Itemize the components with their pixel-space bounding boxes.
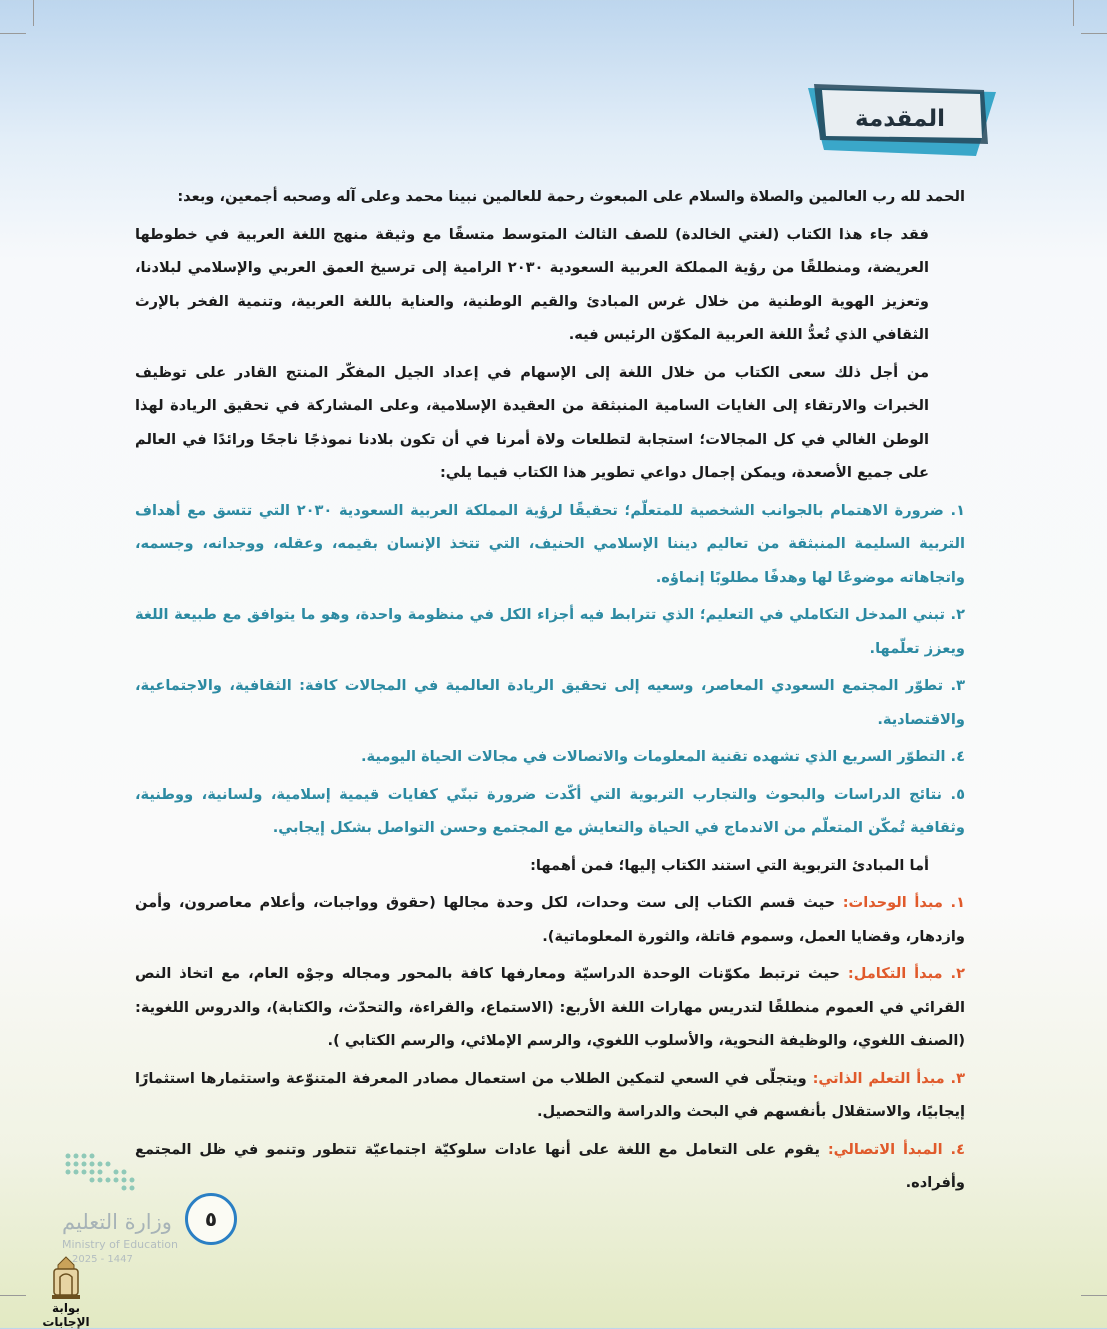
ministry-name-arabic: وزارة التعليم [62, 1210, 172, 1234]
principle-item [135, 1062, 965, 1129]
principle-label: مبدأ التكامل: [847, 965, 943, 982]
principle-text: يقوم على التعامل مع اللغة على أنها عادات سلوكيّة اجتماعيّة تتطور وتنمو في ظل المجتمع وأفراده. [135, 1140, 965, 1191]
crop-mark [1081, 33, 1107, 34]
principle-item [135, 1133, 965, 1200]
principle-text: حيث ترتبط مكوّنات الوحدة الدراسيّة ومعارفها كافة بالمحور ومجاله وجوْه العام، مع اتخاذ النص القرائي في العموم منطلقًا لتدريس مهارات اللغة الأربع: (الاستماع، والقراءة، والتحدّث، والكتابة)، والدروس اللغوية: (الصنف اللغوي، والوظيفة النحوية، والأسلوب اللغوي، والرسم الإملائي، والرسم الكتابي ). [135, 965, 965, 1049]
crop-mark [0, 1295, 26, 1296]
principle-item [135, 957, 965, 1058]
ministry-name-english: Ministry of Education [62, 1238, 179, 1251]
site-watermark [30, 1255, 102, 1329]
principle-text: ويتجلّى في السعي لتمكين الطلاب من استعمال مصادر المعرفة المتنوّعة واستثمارها استثمارًا إيجابيًا، والاستقلال بأنفسهم في البحث والدراسة والتحصيل. [135, 1069, 965, 1120]
intro-content [135, 180, 965, 1204]
principles-intro: أما المبادئ التربوية التي استند الكتاب إليها؛ فمن أهمها: [530, 856, 929, 874]
watermark-text: بوابة الإجابات [42, 1301, 90, 1329]
intro-paragraph-2: فقد جاء هذا الكتاب (لغتي الخالدة) للصف الثالث المتوسط متسقًا مع وثيقة منهج اللغة العربية في خطوطها العريضة، ومنطلقًا من رؤية المملكة العربية السعودية ٢٠٣٠ الرامية إلى ترسيخ العمق العربي والإسلامي لبلادنا، وتعزيز الهوية الوطنية من خلال غرس المبادئ والقيم الوطنية، والعناية باللغة العربية، وتنمية الفخر بالإرث الثقافي الذي تُعدُّ اللغة العربية المكوّن الرئيس فيه. [135, 225, 929, 343]
logo-dots-icon [62, 1150, 182, 1200]
principle-label: مبدأ الوحدات: [842, 894, 943, 911]
crop-mark [1073, 0, 1074, 26]
intro-paragraph-1: الحمد لله رب العالمين والصلاة والسلام على المبعوث رحمة للعالمين نبينا محمد وعلى آله وصحبه أجمعين، وبعد: [177, 188, 965, 205]
principle-label: مبدأ التعلم الذاتي: [812, 1069, 945, 1087]
crop-mark [1081, 1295, 1107, 1296]
intro-paragraph-3: من أجل ذلك سعى الكتاب من خلال اللغة إلى الإسهام في إعداد الجيل المفكّر المنتج القادر على توظيف الخبرات والارتقاء إلى الغايات السامية المنبثقة من العقيدة الإسلامية، وعلى المشاركة في تحقيق الريادة لهذا الوطن الغالي في كل المجالات؛ استجابة لتطلعات ولاة أمرنا في أن تكون بلادنا نموذجًا ناجحًا ورائدًا في العالم على جميع الأصعدة، ويمكن إجمال دواعي تطوير هذا الكتاب فيما يلي: [135, 363, 929, 481]
reason-item: ٤. التطوّر السريع الذي تشهده تقنية المعلومات والاتصالات في مجالات الحياة اليومية. [361, 748, 965, 765]
principle-number: ٣. [950, 1069, 965, 1087]
reason-item: ١. ضرورة الاهتمام بالجوانب الشخصية للمتعلّم؛ تحقيقًا لرؤية المملكة العربية السعودية ٢٠٣٠ التي تتسق مع أهداف التربية السليمة المنبثقة من تعاليم ديننا الإسلامي الحنيف، التي تتخذ الإنسان بقيمه، وعقله، ووجدانه، وجسمه، واتجاهاته موضوعًا لها وهدفًا مطلوبًا إنماؤه. [135, 501, 966, 586]
crop-mark [0, 33, 26, 34]
reason-item: ٥. نتائج الدراسات والبحوث والتجارب التربوية التي أكّدت ضرورة تبنّي كفايات قيمية إسلامية، ولسانية، ووطنية، وثقافية تُمكّن المتعلّم من الاندماج في الحياة والتعايش مع المجتمع وحسن التواصل بشكل إيجابي. [135, 785, 965, 836]
principle-number: ١. [950, 894, 965, 911]
principle-number: ٤. [950, 1140, 966, 1158]
reason-item: ٢. تبني المدخل التكاملي في التعليم؛ الذي تترابط فيه أجزاء الكل في منظومة واحدة، وهو ما يتوافق مع طبيعة اللغة ويعزز تعلّمها. [135, 606, 965, 657]
lantern-icon [44, 1255, 88, 1301]
principle-item [135, 886, 965, 953]
principle-number: ٢. [950, 965, 965, 982]
reason-item: ٣. تطوّر المجتمع السعودي المعاصر، وسعيه إلى تحقيق الريادة العالمية في المجالات كافة: الثقافية، والاجتماعية، والاقتصادية. [135, 677, 965, 728]
section-title-banner [800, 80, 1000, 158]
page-number: ٥ [185, 1193, 237, 1245]
principle-label: المبدأ الاتصالي: [827, 1140, 943, 1158]
crop-mark [33, 0, 34, 26]
ministry-years: 2025 - 1447 [72, 1254, 133, 1265]
page-title: المقدمة [855, 106, 945, 132]
principle-text: حيث قسم الكتاب إلى ست وحدات، لكل وحدة مجالها (حقوق وواجبات، وأعلام معاصرون، وأمن وازدهار، وقضايا العمل، وسموم قاتلة، والثورة المعلوماتية). [135, 894, 965, 945]
